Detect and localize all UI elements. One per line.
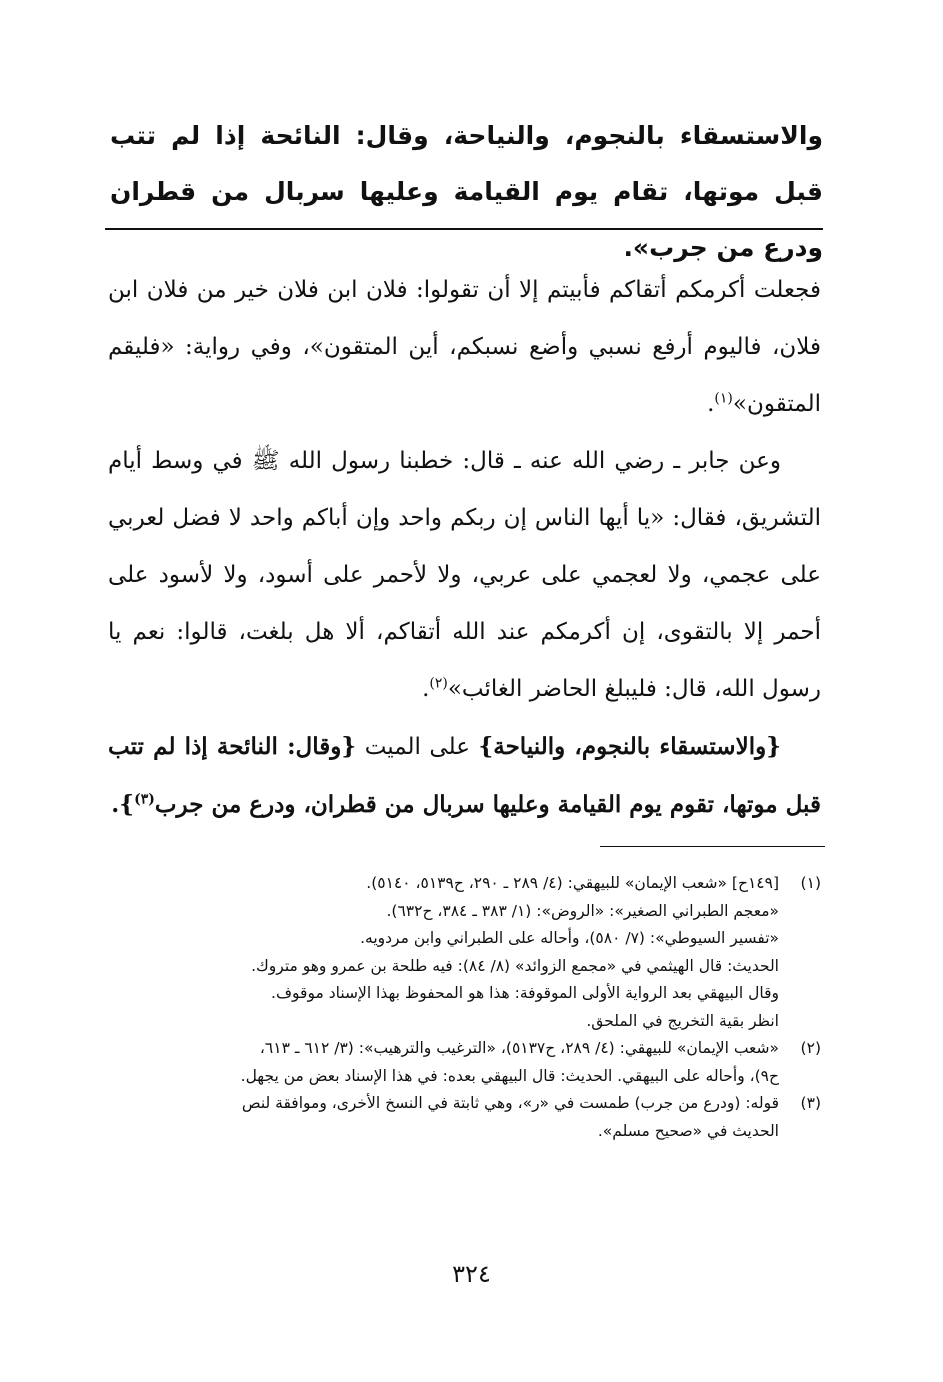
footnote-line: قوله: (ودرع من جرب) طمست في «ر»، وهي ثابتة في النسخ الأخرى، وموافقة لنص	[241, 1094, 779, 1112]
footnote-ref-3: (٣)	[134, 791, 155, 808]
page-number: ٣٢٤	[452, 1260, 491, 1288]
footnote-number: (١)	[800, 874, 821, 892]
running-header-text: والاستسقاء بالنجوم، والنياحة، وقال: النائحة إذا لم تتب قبل موتها، تقام يوم القيامة وعليها سربال من قطران ودرع من جرب».	[110, 121, 823, 262]
footnote-line: انظر بقية التخريج في الملحق.	[586, 1011, 779, 1030]
paragraph-1-text: فجعلت أكرمكم أتقاكم فأبيتم إلا أن تقولوا: فلان ابن فلان خير من فلان ابن فلان، فاليوم أرفع نسبي وأضع نسبكم، أين المتقون»، وفي رواية: «فليقم المتقون»	[108, 277, 821, 417]
footnote-line: «شعب الإيمان» للبيهقي: (٤/ ٢٨٩، ح٥١٣٧)، «الترغيب والترهيب»: (٣/ ٦١٢ ـ ٦١٣،	[259, 1039, 779, 1057]
footnote-line: [١٤٩ح] «شعب الإيمان» للبيهقي: (٤/ ٢٨٩ ـ ٢٩٠، ح٥١٣٩، ٥١٤٠).	[366, 874, 779, 892]
paragraph-3	[108, 718, 821, 834]
matn-quote-2: {وقال: النائحة إذا لم تتب قبل موتها، تقوم يوم القيامة وعليها سربال من قطران، ودرع من جرب	[108, 733, 821, 818]
matn-quote-1: {والاستسقاء بالنجوم، والنياحة}	[478, 733, 781, 760]
footnote-text	[108, 1035, 779, 1090]
footnote-number: (٣)	[800, 1094, 821, 1112]
footnote-number: (٢)	[800, 1039, 821, 1057]
header-divider	[105, 228, 823, 230]
footnote-line: «تفسير السيوطي»: (٧/ ٥٨٠)، وأحاله على الطبراني وابن مردويه.	[360, 929, 779, 947]
footnote-text	[108, 1090, 779, 1145]
footnote-text	[108, 870, 779, 1035]
footnote-line: الحديث: قال الهيثمي في «مجمع الزوائد» (٨/ ٨٤): فيه طلحة بن عمرو وهو متروك.	[251, 956, 779, 975]
paragraph-2-text: وعن جابر ـ رضي الله عنه ـ قال: خطبنا رسول الله ﷺ في وسط أيام التشريق، فقال: «يا أيها الناس إن ربكم واحد وإن أباكم واحد لا فضل لعربي على عجمي، ولا لعجمي على عربي، ولا لأحمر على أسود، ولا لأسود على أحمر إلا بالتقوى، إن أكرمكم عند الله أتقاكم، ألا هل بلغت، قالوا: نعم يا رسول الله، قال: فليبلغ الحاضر الغائب»	[108, 448, 821, 702]
footnote-line: وقال البيهقي بعد الرواية الأولى الموقوفة: هذا هو المحفوظ بهذا الإسناد موقوف.	[271, 984, 779, 1002]
footnote-1	[108, 870, 821, 1035]
paragraph-1	[108, 262, 821, 433]
footnote-ref-1: (١)	[714, 390, 733, 407]
paragraph-3-end: }.	[111, 791, 135, 818]
footnote-line: «معجم الطبراني الصغير»: «الروض»: (١/ ٣٨٣ ـ ٣٨٤، ح٦٣٢).	[386, 901, 779, 920]
commentary-text: على الميت	[356, 734, 479, 760]
footnote-ref-2: (٢)	[429, 675, 448, 692]
main-text	[108, 262, 821, 834]
paragraph-2-end: .	[422, 676, 430, 702]
paragraph-1-end: .	[707, 391, 715, 417]
footnote-line: الحديث في «صحيح مسلم».	[597, 1121, 779, 1140]
footnote-2	[108, 1035, 821, 1090]
footnote-3	[108, 1090, 821, 1145]
footnotes	[108, 870, 821, 1145]
footnote-divider	[600, 846, 825, 847]
paragraph-2	[108, 433, 821, 718]
footnote-line: ح٩)، وأحاله على البيهقي. الحديث: قال البيهقي بعده: في هذا الإسناد بعض من يجهل.	[240, 1066, 779, 1085]
